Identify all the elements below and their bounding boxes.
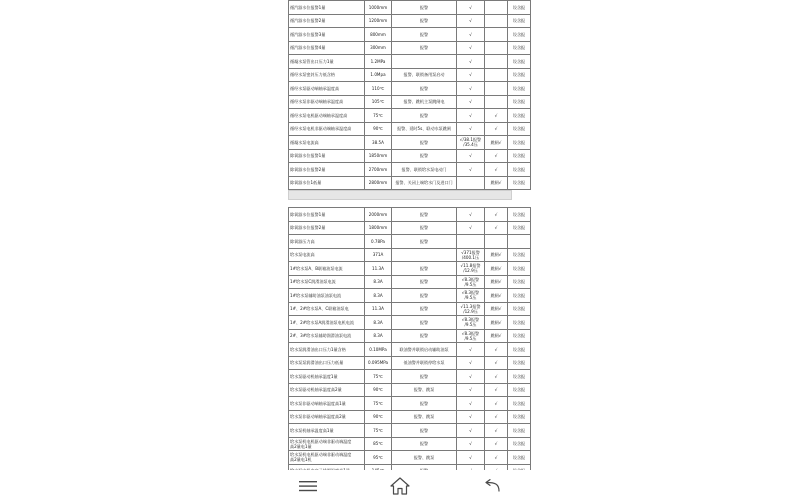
table-cell-value: 1800mm <box>365 221 392 235</box>
table-cell-value: 90℃ <box>365 410 392 424</box>
table-row <box>289 208 531 222</box>
table-cell-value: 1850mm <box>365 149 392 163</box>
table-cell-a: √8.3报警 /9.5压 <box>457 329 485 343</box>
table-cell-b: √ <box>485 163 508 177</box>
table-cell-name: 给水泵电流高 <box>289 248 365 262</box>
table-cell-desc: 报警、跳泵 <box>392 451 457 465</box>
table-cell-a: √ <box>457 410 485 424</box>
table-cell-c: 设含报 <box>508 136 531 150</box>
table-cell-desc: 报警 <box>392 262 457 276</box>
table-cell-name: 给水泵机轴承温度高1量 <box>289 424 365 438</box>
table-cell-b: 跳闸√ <box>485 316 508 330</box>
specification-table-bottom <box>288 207 531 478</box>
table-cell-desc: 报警、跳泵 <box>392 383 457 397</box>
table-cell-desc: 报警 <box>392 275 457 289</box>
table-row <box>289 302 531 316</box>
table-cell-a: √ <box>457 356 485 370</box>
table-cell-a: √11.3报警 /12.9压 <box>457 302 485 316</box>
table-cell-a: √ <box>457 28 485 42</box>
table-cell-b: 跳闸√ <box>485 176 508 190</box>
table-cell-value: 110℃ <box>365 82 392 96</box>
system-navigation-bar <box>0 470 800 501</box>
table-cell-value: 75℃ <box>365 370 392 384</box>
table-cell-desc: 报警 <box>392 208 457 222</box>
table-cell-c: 设含报 <box>508 275 531 289</box>
table-row <box>289 248 531 262</box>
table-cell-b <box>485 82 508 96</box>
table-cell-value: 0.095MPa <box>365 356 392 370</box>
table-cell-desc: 报警 <box>392 235 457 249</box>
table-cell-b <box>485 55 508 69</box>
table-cell-name: 给水泵润滑油出口压力1量含格 <box>289 343 365 357</box>
table-cell-desc: 报警、联锁备用泵启动 <box>392 68 457 82</box>
table-cell-c: 设含报 <box>508 356 531 370</box>
table-row <box>289 329 531 343</box>
table-bottom-body <box>289 208 531 478</box>
table-cell-desc: 报警 <box>392 370 457 384</box>
table-row <box>289 451 531 465</box>
table-cell-b: √ <box>485 343 508 357</box>
table-cell-desc: 报警 <box>392 41 457 55</box>
table-cell-c: 设含报 <box>508 383 531 397</box>
table-cell-b: √ <box>485 410 508 424</box>
table-cell-value: 2000mm <box>365 208 392 222</box>
table-cell-c: 设含报 <box>508 1 531 15</box>
table-cell-name: 除氧器水位报警1量 <box>289 149 365 163</box>
table-row <box>289 1 531 15</box>
table-row <box>289 343 531 357</box>
table-cell-name: 循经水泵密封压力低含格 <box>289 68 365 82</box>
table-cell-name: 给水泵非驱动端轴承温度高1量 <box>289 397 365 411</box>
table-row <box>289 149 531 163</box>
table-cell-b <box>485 95 508 109</box>
table-cell-c: 设含报 <box>508 410 531 424</box>
table-cell-c: 设含报 <box>508 28 531 42</box>
table-row <box>289 28 531 42</box>
table-cell-desc <box>392 248 457 262</box>
table-cell-value: 0.78Pa <box>365 235 392 249</box>
table-cell-c: 设含报 <box>508 122 531 136</box>
table-cell-b <box>485 235 508 249</box>
table-row <box>289 41 531 55</box>
table-cell-c: 设含报 <box>508 397 531 411</box>
table-cell-name: 循经水泵电机非驱动端轴承温度高 <box>289 122 365 136</box>
table-cell-c: 设含报 <box>508 248 531 262</box>
table-cell-name: 给水泵驱动机轴承温度1量 <box>289 370 365 384</box>
table-cell-value: 38.5A <box>365 136 392 150</box>
table-cell-name: 给水泵机电机驱动端非驱动端温度 高2量电1机 <box>289 451 365 465</box>
table-cell-value: 371A <box>365 248 392 262</box>
table-cell-desc: 报警 <box>392 28 457 42</box>
table-cell-name: 给水泵泵润滑油出口压力低量 <box>289 356 365 370</box>
table-cell-a: √ <box>457 208 485 222</box>
table-cell-c: 设含报 <box>508 68 531 82</box>
table-cell-name: 给水泵非驱动端轴承温度高2量 <box>289 410 365 424</box>
table-cell-desc: 报警 <box>392 82 457 96</box>
table-row <box>289 14 531 28</box>
table-cell-b <box>485 1 508 15</box>
home-icon[interactable] <box>385 474 415 498</box>
table-cell-b: 跳闸√ <box>485 248 508 262</box>
table-cell-name: 1#给水泵A、B联箱油泵电流 <box>289 262 365 276</box>
table-cell-desc: 报警 <box>392 149 457 163</box>
table-cell-b: 跳闸√ <box>485 275 508 289</box>
table-cell-c: 设含报 <box>508 82 531 96</box>
table-cell-c: 设含报 <box>508 262 531 276</box>
table-cell-a: √ <box>457 1 485 15</box>
table-cell-desc: 报警 <box>392 397 457 411</box>
table-cell-name: 给水泵机电机驱动端非驱动端温度 高2量电1量 <box>289 437 365 451</box>
table-row <box>289 176 531 190</box>
table-cell-value: 0.10MPa <box>365 343 392 357</box>
table-cell-desc: 报警、延时5s、联动水泵跳闸 <box>392 122 457 136</box>
table-cell-c: 设含报 <box>508 370 531 384</box>
table-cell-b: √ <box>485 437 508 451</box>
table-cell-value: 2800mm <box>365 176 392 190</box>
table-cell-value: 2700mm <box>365 163 392 177</box>
table-cell-a: √11.8报警 /12.9压 <box>457 262 485 276</box>
table-row <box>289 410 531 424</box>
table-cell-a: √ <box>457 451 485 465</box>
table-cell-desc: 报警 <box>392 1 457 15</box>
table-top-body <box>289 1 531 190</box>
table-cell-name: 循凝水泵电流高 <box>289 136 365 150</box>
table-cell-desc: 报警、联锁给水泵电动门 <box>392 163 457 177</box>
table-cell-value: 300mm <box>365 41 392 55</box>
table-cell-name: 循汽器水位报警3量 <box>289 28 365 42</box>
table-cell-b: 跳闸√ <box>485 329 508 343</box>
table-cell-b: √ <box>485 149 508 163</box>
table-cell-b: 跳闸√ <box>485 262 508 276</box>
table-cell-desc: 报警 <box>392 316 457 330</box>
table-row <box>289 437 531 451</box>
table-cell-b: √ <box>485 451 508 465</box>
table-cell-name: 2#、3#给水泵辅助润滑油泵电流 <box>289 329 365 343</box>
table-cell-name: 1#给水泵C润滑油泵电流 <box>289 275 365 289</box>
table-cell-b: √ <box>485 424 508 438</box>
table-cell-name: 1#给水泵辅助油泵油泵电流 <box>289 289 365 303</box>
table-cell-value: 8.3A <box>365 316 392 330</box>
table-cell-c <box>508 235 531 249</box>
table-cell-c: 设含报 <box>508 208 531 222</box>
table-cell-value: 1.0Mpa <box>365 68 392 82</box>
table-row <box>289 136 531 150</box>
table-cell-value: 8.3A <box>365 275 392 289</box>
table-cell-name: 除氧器水位报警1量 <box>289 208 365 222</box>
table-row <box>289 95 531 109</box>
table-cell-b: √ <box>485 383 508 397</box>
back-icon[interactable] <box>477 474 507 498</box>
table-cell-c: 设含报 <box>508 316 531 330</box>
table-row <box>289 82 531 96</box>
table-cell-name: 循经水泵非驱动端轴承温度高 <box>289 95 365 109</box>
table-cell-c: 设含报 <box>508 302 531 316</box>
table-cell-a: √ <box>457 82 485 96</box>
table-row <box>289 356 531 370</box>
table-cell-value: 90℃ <box>365 383 392 397</box>
table-cell-name: 循凝水泵管出口压力1量 <box>289 55 365 69</box>
table-cell-value: 800mm <box>365 28 392 42</box>
table-cell-name: 给水泵驱动机轴承温度高2量 <box>289 383 365 397</box>
table-cell-c: 设含报 <box>508 149 531 163</box>
table-cell-a: √ <box>457 122 485 136</box>
table-cell-b: √ <box>485 397 508 411</box>
table-cell-a: √/38.1报警 /35.4压 <box>457 136 485 150</box>
table-cell-a <box>457 176 485 190</box>
table-cell-c: 设含报 <box>508 176 531 190</box>
table-cell-b <box>485 28 508 42</box>
table-cell-a: √ <box>457 370 485 384</box>
table-cell-desc: 报警、跳机主泵跳闸电 <box>392 95 457 109</box>
table-cell-a: √ <box>457 437 485 451</box>
table-cell-c: 设含报 <box>508 437 531 451</box>
table-cell-b <box>485 14 508 28</box>
table-cell-a: √8.3报警 /9.5压 <box>457 316 485 330</box>
table-cell-a: √ <box>457 109 485 123</box>
table-cell-value: 90℃ <box>365 122 392 136</box>
table-cell-name: 1#、2#给水泵A润滑油泵电机电流 <box>289 316 365 330</box>
table-cell-desc: 报警 <box>392 302 457 316</box>
table-cell-desc: 报警、跳泵 <box>392 410 457 424</box>
table-cell-name: 循汽器水位报警2量 <box>289 14 365 28</box>
table-row <box>289 397 531 411</box>
table-cell-a <box>457 235 485 249</box>
menu-icon[interactable] <box>293 474 323 498</box>
table-cell-desc: 报警 <box>392 109 457 123</box>
table-cell-b <box>485 41 508 55</box>
table-cell-desc: 报警 <box>392 329 457 343</box>
table-cell-b: √ <box>485 109 508 123</box>
table-cell-value: 1200mm <box>365 14 392 28</box>
table-row <box>289 383 531 397</box>
table-cell-a: √ <box>457 163 485 177</box>
table-cell-b: √ <box>485 221 508 235</box>
table-row <box>289 424 531 438</box>
table-cell-a: √ <box>457 343 485 357</box>
table-cell-value: 95℃ <box>365 451 392 465</box>
table-cell-name: 除氧器水位报警2量 <box>289 221 365 235</box>
table-cell-c: 设含报 <box>508 95 531 109</box>
table-cell-desc: 低油警并联锁停给水泵 <box>392 356 457 370</box>
table-cell-desc: 报警 <box>392 437 457 451</box>
table-cell-a: √8.3报警 /9.5压 <box>457 289 485 303</box>
table-cell-c: 设含报 <box>508 55 531 69</box>
table-row <box>289 109 531 123</box>
table-cell-a: √371报警 /400.1压 <box>457 248 485 262</box>
table-cell-c: 设含报 <box>508 343 531 357</box>
table-cell-c: 设含报 <box>508 329 531 343</box>
table-cell-name: 除氧器水位1低量 <box>289 176 365 190</box>
page-separator-band <box>288 190 512 200</box>
table-cell-name: 除氧器水位报警2量 <box>289 163 365 177</box>
table-cell-value: 11.3A <box>365 262 392 276</box>
table-row <box>289 370 531 384</box>
table-cell-value: 105℃ <box>365 95 392 109</box>
table-cell-value: 75℃ <box>365 109 392 123</box>
table-cell-value: 75℃ <box>365 424 392 438</box>
table-row <box>289 163 531 177</box>
table-cell-a: √ <box>457 149 485 163</box>
table-cell-value: 1000mm <box>365 1 392 15</box>
table-cell-a: √ <box>457 95 485 109</box>
table-row <box>289 55 531 69</box>
table-cell-desc: 联油警并联锁启动辅助油泵 <box>392 343 457 357</box>
table-cell-b: 跳闸√ <box>485 302 508 316</box>
table-cell-b: √ <box>485 370 508 384</box>
table-cell-c: 设含报 <box>508 289 531 303</box>
table-cell-name: 1#、2#给水泵A、C联箱油泵电 <box>289 302 365 316</box>
table-cell-b: √ <box>485 356 508 370</box>
table-cell-a: √ <box>457 14 485 28</box>
table-cell-a: √8.3报警 /9.5压 <box>457 275 485 289</box>
table-cell-a: √ <box>457 221 485 235</box>
table-cell-c: 设含报 <box>508 451 531 465</box>
table-row <box>289 221 531 235</box>
table-cell-name: 循汽器水位报警1量 <box>289 1 365 15</box>
specification-table-top <box>288 0 531 190</box>
table-cell-desc: 报警、关闭上端给水门及进口门 <box>392 176 457 190</box>
table-row <box>289 262 531 276</box>
table-cell-b <box>485 68 508 82</box>
table-cell-value: 8.3A <box>365 289 392 303</box>
table-cell-a: √ <box>457 424 485 438</box>
table-cell-a: √ <box>457 68 485 82</box>
table-cell-c: 设含报 <box>508 424 531 438</box>
table-row <box>289 122 531 136</box>
table-cell-desc: 报警 <box>392 221 457 235</box>
table-cell-desc <box>392 55 457 69</box>
table-cell-value: 1.2MPa <box>365 55 392 69</box>
table-cell-a: √ <box>457 383 485 397</box>
table-row <box>289 289 531 303</box>
table-row <box>289 316 531 330</box>
table-cell-value: 85℃ <box>365 437 392 451</box>
table-cell-name: 循汽器水位报警4量 <box>289 41 365 55</box>
table-row <box>289 68 531 82</box>
table-cell-c: 设含报 <box>508 109 531 123</box>
table-cell-desc: 报警 <box>392 14 457 28</box>
table-row <box>289 275 531 289</box>
table-cell-name: 循经水泵驱动端轴承温度高 <box>289 82 365 96</box>
table-row <box>289 235 531 249</box>
table-cell-c: 设含报 <box>508 14 531 28</box>
table-cell-c: 设含报 <box>508 163 531 177</box>
table-cell-a: √ <box>457 55 485 69</box>
table-cell-a: √ <box>457 397 485 411</box>
table-cell-name: 循经水泵电机驱动端轴承温度高 <box>289 109 365 123</box>
table-cell-desc: 报警 <box>392 289 457 303</box>
table-cell-value: 8.3A <box>365 329 392 343</box>
table-cell-desc: 报警 <box>392 424 457 438</box>
table-cell-b: 跳闸√ <box>485 136 508 150</box>
table-cell-desc: 报警 <box>392 136 457 150</box>
table-cell-c: 设含报 <box>508 41 531 55</box>
table-cell-name: 除氧器压力高 <box>289 235 365 249</box>
table-cell-value: 75℃ <box>365 397 392 411</box>
table-cell-b: √ <box>485 208 508 222</box>
table-cell-b: √ <box>485 122 508 136</box>
table-cell-b: 跳闸√ <box>485 289 508 303</box>
table-cell-value: 11.3A <box>365 302 392 316</box>
table-cell-a: √ <box>457 41 485 55</box>
table-cell-c: 设含报 <box>508 221 531 235</box>
